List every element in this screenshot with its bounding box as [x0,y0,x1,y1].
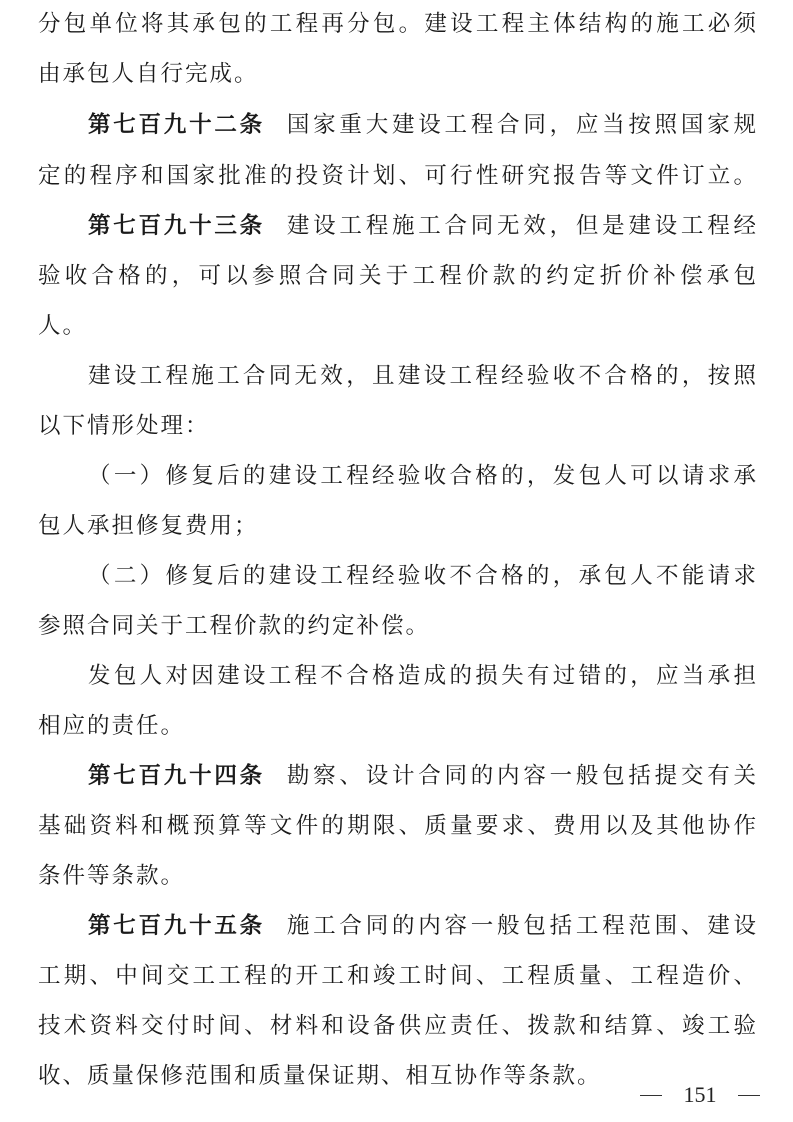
text-line: 由承包人自行完成。 [38,61,259,87]
text-line: 参照合同关于工程价款的约定补偿。 [38,613,431,639]
article-number: 第七百九十三条 [88,213,265,239]
list-item-2-line: （二）修复后的建设工程经验收不合格的，承包人不能请求 [88,563,758,589]
footer-dash-right [738,1095,760,1096]
paragraph-line: 发包人对因建设工程不合格造成的损失有过错的，应当承担 [88,663,758,689]
text-line: 基础资料和概预算等文件的期限、质量要求、费用以及其他协作 [38,813,758,839]
text-line: 收、质量保修范围和质量保证期、相互协作等条款。 [38,1063,602,1089]
article-795-line: 第七百九十五条 施工合同的内容一般包括工程范围、建设 [88,913,758,939]
article-number: 第七百九十五条 [88,913,265,939]
text-line: 人。 [38,313,88,339]
article-number: 第七百九十四条 [88,763,265,789]
text-line: 定的程序和国家批准的投资计划、可行性研究报告等文件订立。 [38,163,758,189]
text-line: 相应的责任。 [38,713,186,739]
article-792-line: 第七百九十二条 国家重大建设工程合同，应当按照国家规 [88,112,758,138]
text-line: 条件等条款。 [38,863,186,889]
article-number: 第七百九十二条 [88,112,265,138]
text-line: 以下情形处理： [38,413,210,439]
article-794-line: 第七百九十四条 勘察、设计合同的内容一般包括提交有关 [88,763,758,789]
text-line: 分包单位将其承包的工程再分包。建设工程主体结构的施工必须 [38,11,758,37]
text-line: 技术资料交付时间、材料和设备供应责任、拨款和结算、竣工验 [38,1013,758,1039]
article-793-line: 第七百九十三条 建设工程施工合同无效，但是建设工程经 [88,213,758,239]
page-footer [640,1080,760,1110]
page-number: 151 [683,1082,717,1107]
text-line: 工期、中间交工工程的开工和竣工时间、工程质量、工程造价、 [38,963,758,989]
footer-dash-left [640,1095,662,1096]
text-line: 包人承担修复费用； [38,513,259,539]
list-item-1-line: （一）修复后的建设工程经验收合格的，发包人可以请求承 [88,463,758,489]
paragraph-line: 建设工程施工合同无效，且建设工程经验收不合格的，按照 [88,363,758,389]
text-line: 验收合格的，可以参照合同关于工程价款的约定折价补偿承包 [38,263,758,289]
